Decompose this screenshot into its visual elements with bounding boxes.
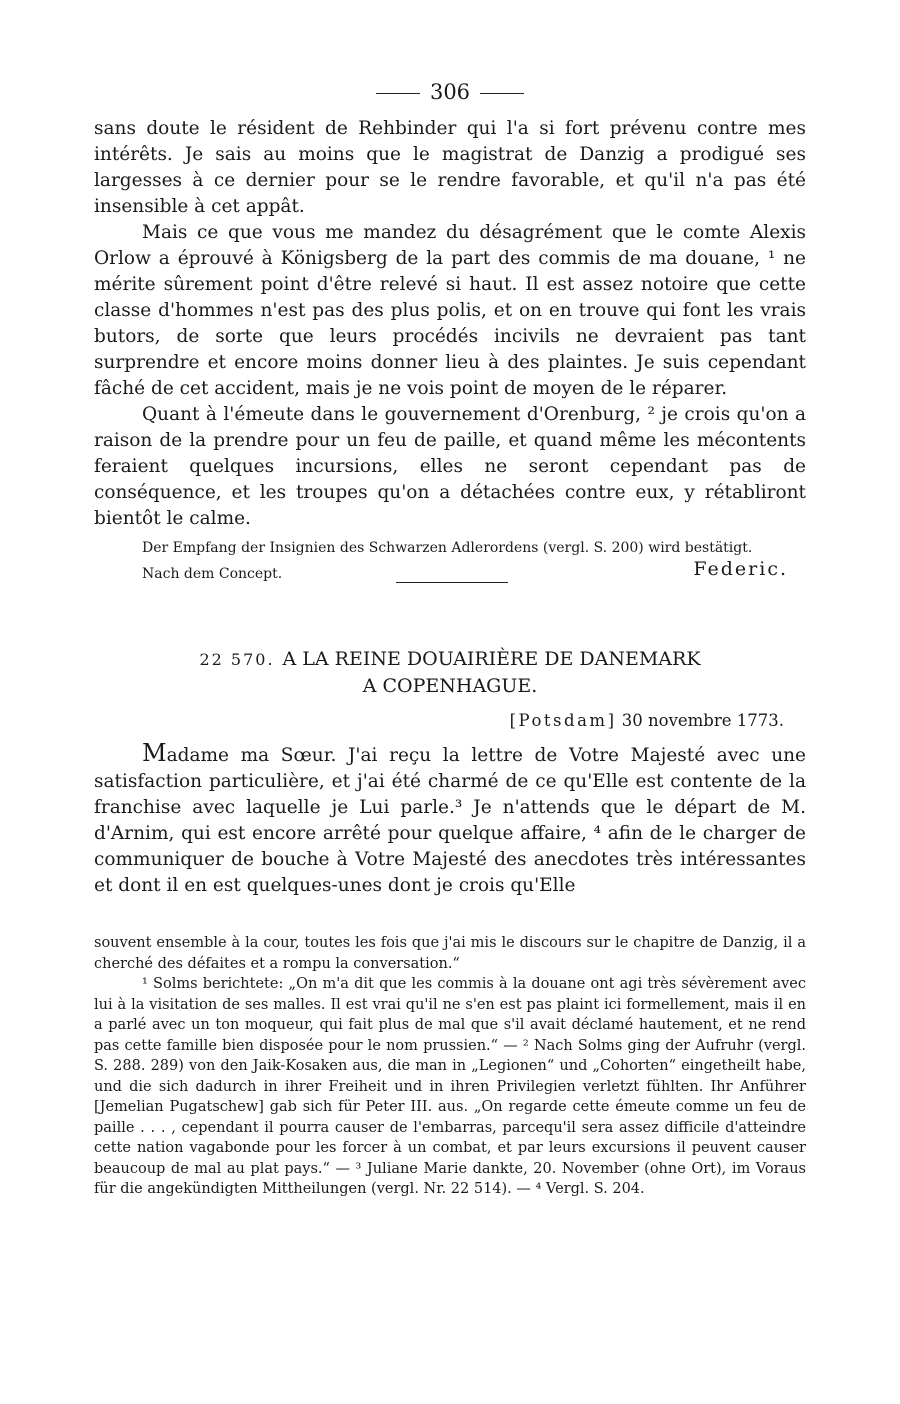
- page-number: 306: [429, 80, 471, 104]
- document-title-line1: A LA REINE DOUAIRIÈRE DE DANEMARK: [282, 648, 701, 670]
- signature: Federic.: [693, 558, 788, 580]
- letter-initial: M: [142, 739, 167, 767]
- document-title-line2: A COPENHAGUE.: [362, 675, 538, 697]
- letter-text: adame ma Sœur. J'ai reçu la lettre de Votre Majesté avec une satisfaction particulière, et j'ai été charmé de ce qu'Elle est contente de la franchise avec laquelle je Lui parle.³ Je n'attends que le départ de M. d'Arnim, qui est encore arrêté pour quelque affaire, ⁴ afin de le charger de communiquer de bouche à Votre Majesté des anecdotes très intéressantes et dont il en est quelques-unes dont je crois qu'Elle: [94, 745, 806, 896]
- footnotes-text: ¹ Solms berichtete: „On m'a dit que les commis à la douane ont agi très sévèrement avec lui à la visitation de ses malles. Il est vrai qu'il ne s'en est pas plaint ici formellement, mais il en a parlé avec un ton moqueur, qui fait plus de mal que s'il avait déclamé hautement, et ne rend pas cette famille bien disposée pour le nom prussien.“ — ² Nach Solms ging der Aufruhr (vergl. S. 288. 289) von den Jaik-Kosaken aus, die man in „Legionen“ und „Cohorten“ eingetheilt habe, und die sich dadurch in ihrer Freiheit und in ihren Privilegien verletzt fühlten. Ihr Anführer [Jemelian Pugatschew] gab sich für Peter III. aus. „On regarde cette émeute comme un feu de paille . . . , cependant il pourra causer de l'embarras, parcequ'il sera assez difficile d'atteindre cette nation vagabonde pour les forcer à un combat, et par leurs excursions il peuvent causer beaucoup de mal au plat pays.“ — ³ Juliane Marie dankte, 20. November (ohne Ort), im Voraus für die angekündigten Mittheilungen (vergl. Nr. 22 514). — ⁴ Vergl. S. 204.: [94, 976, 806, 1197]
- document-place: [Potsdam]: [509, 711, 617, 730]
- source-note: Nach dem Concept.: [142, 566, 283, 582]
- footnote-continuation: souvent ensemble à la cour, toutes les fois que j'ai mis le discours sur le chapitre de Danzig, il a cherché des défaites et a rompu la conversation.“: [94, 935, 806, 972]
- enclosure-note: Der Empfang der Insignien des Schwarzen Adlerordens (vergl. S. 200) wird bestätigt.: [142, 540, 753, 556]
- book-page: [94, 80, 806, 1200]
- document-number: 22 570.: [199, 650, 275, 669]
- paragraph-3: Quant à l'émeute dans le gouvernement d'Orenburg, ² je crois qu'on a raison de la prendre pour un feu de paille, et quand même les mécontents feraient quelques incursions, elles ne seront cependant pas de conséquence, et les troupes qu'on a détachées contre eux, y rétabliront bientôt le calme.: [94, 404, 806, 529]
- paragraph-2: Mais ce que vous me mandez du désagrément que le comte Alexis Orlow a éprouvé à Königsberg de la part des commis de ma douane, ¹ ne mérite sûrement point d'être relevé si haut. Il est assez notoire que cette classe d'hommes n'est pas des plus polis, et on en trouve qui font les vrais butors, de sorte que leurs procédés incivils ne devraient pas tant surprendre et encore moins donner lieu à des plaintes. Je suis cependant fâché de cet accident, mais je ne vois point de moyen de le réparer.: [94, 222, 806, 399]
- footnotes: [94, 933, 806, 1200]
- body-text: [94, 116, 806, 532]
- document-date: 30 novembre 1773.: [621, 711, 784, 730]
- document-dateline: [94, 711, 784, 730]
- signature-line: [94, 558, 806, 590]
- header-dash-right: [480, 93, 524, 94]
- paragraph-1: sans doute le résident de Rehbinder qui l'a si fort prévenu contre mes intérêts. Je sais au moins que le magistrat de Danzig a prodigué ses largesses à ce dernier pour se le rendre favorable, et qu'il n'a pas été insensible à cet appât.: [94, 118, 806, 217]
- document-heading: [94, 646, 806, 699]
- letter-body: [94, 740, 806, 899]
- letter-paragraph: [94, 740, 806, 899]
- header-dash-left: [376, 93, 420, 94]
- page-header: [94, 80, 806, 104]
- separator-rule: [396, 582, 508, 583]
